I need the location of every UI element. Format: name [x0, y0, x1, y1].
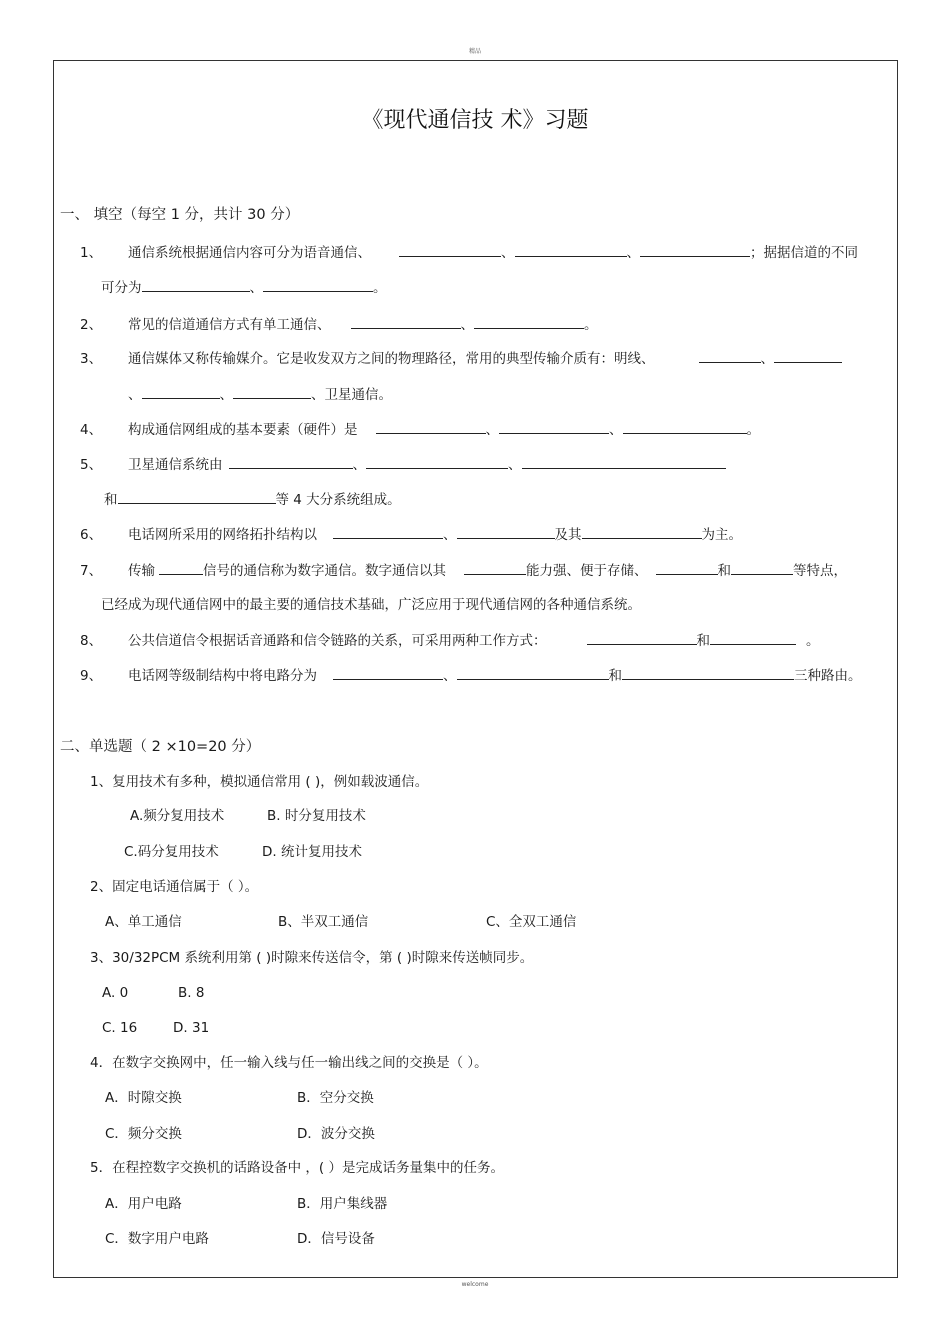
choice-option-d[interactable]: D. 31 [173, 1020, 210, 1036]
separator: 、 [443, 668, 457, 684]
question-text: 可分为 [101, 280, 142, 296]
choice-option-b[interactable]: B．用户集线器 [297, 1196, 388, 1212]
choice-option-d[interactable]: D．信号设备 [297, 1231, 375, 1247]
choice-option-b[interactable]: B. 8 [178, 985, 205, 1001]
fill-question-6 [80, 524, 742, 545]
choice-question-3: 3、30/32PCM 系统利用第 ( )时隙来传送信令，第 ( )时隙来传送帧同步。 [90, 950, 534, 966]
answer-blank[interactable] [640, 242, 750, 257]
separator: 、 [609, 422, 623, 438]
answer-blank[interactable] [376, 419, 486, 434]
answer-blank[interactable] [474, 314, 584, 329]
fill-question-4 [80, 419, 760, 440]
answer-blank[interactable] [623, 419, 747, 434]
question-number: 4、 [80, 422, 103, 438]
separator: 、 [485, 422, 499, 438]
choice-option-a[interactable]: A．时隙交换 [105, 1090, 182, 1106]
fill-question-8 [80, 630, 820, 651]
separator: 、 [128, 387, 142, 403]
page-footer: welcome [461, 1281, 489, 1288]
question-text: 通信媒体又称传输媒介。它是收发双方之间的物理路径，常用的典型传输介质有：明线、 [128, 351, 655, 367]
answer-blank[interactable] [233, 384, 311, 399]
choice-option-b[interactable]: B. 时分复用技术 [267, 808, 366, 824]
answer-blank[interactable] [457, 665, 609, 680]
question-text: 电话网等级制结构中将电路分为 [128, 668, 317, 684]
page-header: 精品 [468, 48, 481, 55]
question-text: 和 [717, 563, 731, 579]
fill-question-7-cont: 已经成为现代通信网中的最主要的通信技术基础，广泛应用于现代通信网的各种通信系统。 [101, 597, 641, 613]
separator: 。 [584, 317, 598, 333]
choice-option-c[interactable]: C．频分交换 [105, 1126, 182, 1142]
separator: 、 [443, 527, 457, 543]
answer-blank[interactable] [229, 454, 353, 469]
fill-question-3 [80, 348, 842, 369]
choice-question-5: 5．在程控数字交换机的话路设备中 ，( ）是完成话务量集中的任务。 [90, 1160, 504, 1176]
question-text: ；据据信道的不同 [750, 245, 858, 261]
choice-question-2: 2、固定电话通信属于（ ）。 [90, 879, 259, 895]
question-text: 通信系统根据通信内容可分为语音通信、 [128, 245, 371, 261]
question-text: 公共信道信令根据话音通路和信令链路的关系，可采用两种工作方式： [128, 633, 547, 649]
fill-question-3-cont [128, 384, 392, 405]
question-number: 8、 [80, 633, 103, 649]
fill-question-7 [80, 560, 847, 581]
question-text: 、卫星通信。 [311, 387, 392, 403]
answer-blank[interactable] [522, 454, 726, 469]
separator: 、 [501, 245, 515, 261]
answer-blank[interactable] [366, 454, 508, 469]
answer-blank[interactable] [464, 560, 526, 575]
choice-option-a[interactable]: A.频分复用技术 [130, 808, 225, 824]
answer-blank[interactable] [710, 630, 796, 645]
fill-question-9 [80, 665, 862, 686]
question-text: 等 4 大分系统组成。 [275, 492, 401, 508]
question-text: 电话网所采用的网络拓扑结构以 [128, 527, 317, 543]
separator: 、 [219, 387, 233, 403]
answer-blank[interactable] [263, 277, 373, 292]
question-text: 常见的信道通信方式有单工通信、 [128, 317, 331, 333]
question-number: 7、 [80, 563, 103, 579]
fill-question-5-cont [104, 489, 401, 510]
question-text: 和 [104, 492, 118, 508]
separator: 。 [373, 280, 387, 296]
separator: 、 [352, 457, 366, 473]
separator: 、 [760, 351, 774, 367]
choice-option-c[interactable]: C.码分复用技术 [124, 844, 219, 860]
separator: 、 [626, 245, 640, 261]
answer-blank[interactable] [515, 242, 627, 257]
fill-question-5 [80, 454, 726, 475]
choice-question-1: 1、复用技术有多种，模拟通信常用 ( )，例如载波通信。 [90, 774, 429, 790]
fill-question-1-cont [101, 277, 387, 298]
answer-blank[interactable] [582, 524, 702, 539]
separator: 、 [460, 317, 474, 333]
question-text: 和 [608, 668, 622, 684]
choice-option-c[interactable]: C. 16 [102, 1020, 138, 1036]
section1-heading: 一、 填空（每空 1 分，共计 30 分） [60, 207, 300, 223]
answer-blank[interactable] [774, 348, 842, 363]
answer-blank[interactable] [731, 560, 793, 575]
page-title: 《现代通信技 术》习题 [361, 108, 589, 133]
choice-option-a[interactable]: A. 0 [102, 985, 129, 1001]
question-number: 1、 [80, 245, 103, 261]
answer-blank[interactable] [351, 314, 461, 329]
choice-option-a[interactable]: A．用户电路 [105, 1196, 182, 1212]
question-text: 信号的通信称为数字通信。数字通信以其 [203, 563, 446, 579]
question-number: 2、 [80, 317, 103, 333]
section2-heading: 二、单选题（ 2 ×10=20 分） [60, 739, 261, 755]
separator: 。 [746, 422, 760, 438]
question-text: 能力强、便于存储、 [526, 563, 648, 579]
answer-blank[interactable] [399, 242, 501, 257]
fill-question-2 [80, 314, 598, 335]
choice-option-c[interactable]: C．数字用户电路 [105, 1231, 209, 1247]
answer-blank[interactable] [142, 277, 250, 292]
question-text: 三种路由。 [794, 668, 862, 684]
answer-blank[interactable] [159, 560, 203, 575]
answer-blank[interactable] [333, 524, 443, 539]
answer-blank[interactable] [333, 665, 443, 680]
question-text: 及其 [554, 527, 582, 543]
question-number: 3、 [80, 351, 103, 367]
choice-option-b[interactable]: B．空分交换 [297, 1090, 374, 1106]
answer-blank[interactable] [587, 630, 697, 645]
separator: 、 [508, 457, 522, 473]
choice-option-d[interactable]: D．波分交换 [297, 1126, 375, 1142]
question-number: 5、 [80, 457, 103, 473]
choice-option-c[interactable]: C、全双工通信 [486, 914, 577, 930]
choice-option-b[interactable]: B、半双工通信 [278, 914, 369, 930]
answer-blank[interactable] [457, 524, 555, 539]
answer-blank[interactable] [622, 665, 794, 680]
question-text: 构成通信网组成的基本要素（硬件）是 [128, 422, 358, 438]
answer-blank[interactable] [142, 384, 220, 399]
choice-option-d[interactable]: D. 统计复用技术 [262, 844, 362, 860]
question-text: 和 [696, 633, 710, 649]
question-text: 卫星通信系统由 [128, 457, 223, 473]
answer-blank[interactable] [656, 560, 718, 575]
question-number: 9、 [80, 668, 103, 684]
answer-blank[interactable] [699, 348, 761, 363]
separator: 、 [249, 280, 263, 296]
answer-blank[interactable] [118, 489, 276, 504]
fill-question-1 [80, 242, 858, 263]
choice-question-4: 4．在数字交换网中，任一输入线与任一输出线之间的交换是（ ）。 [90, 1055, 488, 1071]
separator: 。 [806, 633, 820, 649]
question-text: 传输 [128, 563, 155, 579]
question-text: 为主。 [701, 527, 742, 543]
choice-option-a[interactable]: A、单工通信 [105, 914, 182, 930]
question-text: 等特点， [793, 563, 847, 579]
answer-blank[interactable] [499, 419, 609, 434]
question-number: 6、 [80, 527, 103, 543]
